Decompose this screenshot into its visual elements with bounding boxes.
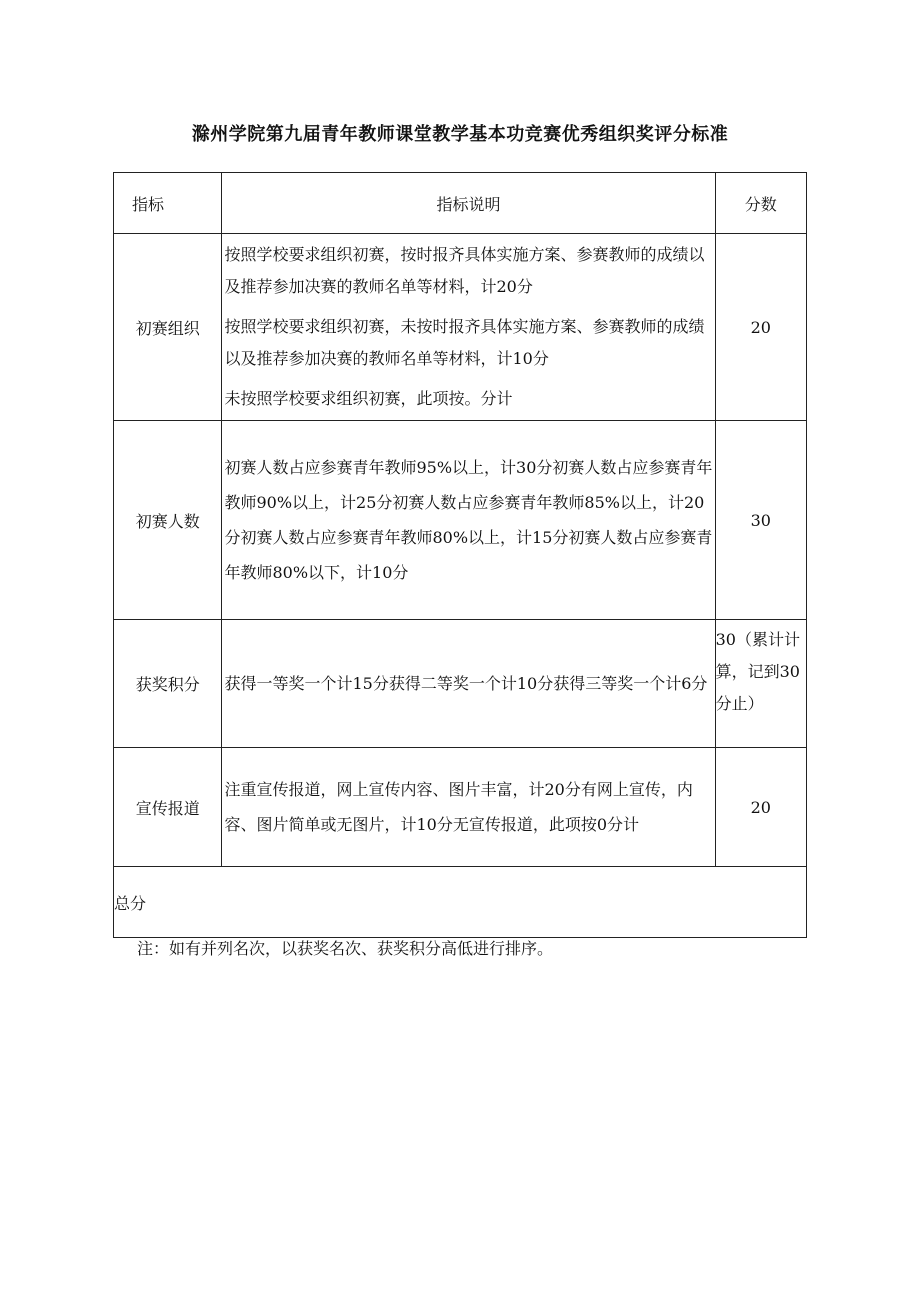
scoring-table [113,172,807,938]
document-title: 滁州学院第九届青年教师课堂教学基本功竞赛优秀组织奖评分标准 [191,124,729,145]
table-row [114,234,807,421]
header-score: 分数 [715,173,806,234]
indicator-cell: 初赛人数 [114,421,222,620]
table-row [114,421,807,620]
total-row [114,867,807,938]
indicator-cell: 宣传报道 [114,748,222,867]
description-paragraph: 获得一等奖一个计15分获得二等奖一个计10分获得三等奖一个计6分 [224,674,708,693]
description-cell [222,234,715,421]
table-row [114,620,807,748]
table-header-row [114,173,807,234]
indicator-cell: 获奖积分 [114,620,222,748]
footnote: 注：如有并列名次，以获奖名次、获奖积分高低进行排序。 [137,939,554,958]
total-label: 总分 [114,867,807,938]
indicator-cell: 初赛组织 [114,234,222,421]
description-paragraph: 按照学校要求组织初赛，按时报齐具体实施方案、参赛教师的成绩以及推荐参加决赛的教师名单等材料，计20分 [224,245,705,296]
score-cell: 20 [715,234,806,421]
description-cell [222,421,715,620]
description-paragraph: 注重宣传报道，网上宣传内容、图片丰富，计20分有网上宣传，内容、图片简单或无图片，计10分无宣传报道，此项按0分计 [224,780,693,834]
score-cell: 30 [715,421,806,620]
description-paragraph: 初赛人数占应参赛青年教师95%以上，计30分初赛人数占应参赛青年教师90%以上，计25分初赛人数占应参赛青年教师85%以上，计20分初赛人数占应参赛青年教师80%以上，计15分初赛人数占应参赛青年教师80%以下，计10分 [224,458,713,582]
description-cell [222,748,715,867]
description-cell [222,620,715,748]
header-description: 指标说明 [222,173,715,234]
table-row [114,748,807,867]
description-paragraph: 未按照学校要求组织初赛，此项按。分计 [224,389,513,408]
header-indicator: 指标 [114,173,222,234]
description-paragraph: 按照学校要求组织初赛，未按时报齐具体实施方案、参赛教师的成绩以及推荐参加决赛的教师名单等材料，计10分 [224,317,705,368]
score-cell: 30（累计计算，记到30分止） [715,620,806,748]
score-cell: 20 [715,748,806,867]
